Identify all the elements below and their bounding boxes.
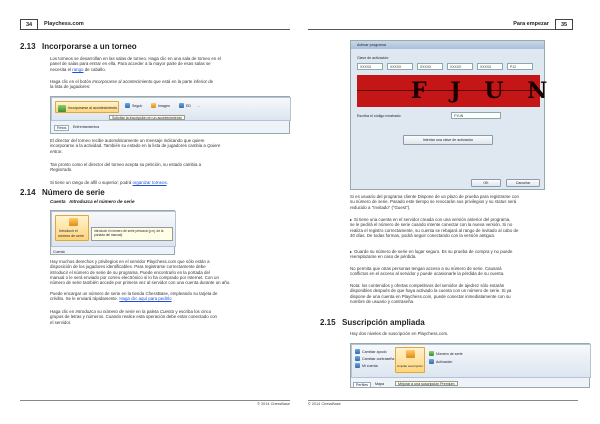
text-line: dispone de una cuenta en Playchess.com, puede conectar inmediatamente con su	[350, 293, 511, 299]
tab-retos[interactable]: Retos	[54, 125, 69, 131]
text-line: reemplazarse en caso de pérdida.	[350, 254, 417, 260]
key-field-3[interactable]: XXXXX	[417, 63, 443, 70]
tab-perfiles[interactable]: Perfiles	[353, 382, 371, 388]
key-field-2[interactable]: XXXXX	[387, 63, 413, 70]
text-line: su número de serie. Pasado este tiempo se revocarán sus privilegios y su status será	[350, 199, 517, 205]
subscription-screenshot	[350, 343, 590, 388]
section-title: Incorporarse a un torneo	[42, 42, 137, 51]
serial-number-button[interactable]: Número de serie	[436, 351, 463, 356]
cuenta-group-label: Cuenta	[53, 250, 65, 254]
text-line: No permita que otras personas tengan acceso a su número de serie. Causará	[350, 266, 502, 271]
paragraph-torneo-1	[50, 56, 290, 72]
serial-number-screenshot	[50, 210, 175, 255]
text-line: Registrado.	[50, 167, 73, 173]
text-line: introducir el número de serie de su programa. Puede encontrarlo en la portada del	[50, 269, 210, 275]
tooltip: Solicitar la inscripción en un acontecimiento	[109, 115, 185, 120]
nick-icon	[355, 349, 360, 354]
ok-button[interactable]: OK	[471, 179, 501, 187]
text-line: reducido a "Invitado" ("Guest").	[350, 204, 411, 210]
menu-path-cuenta: Cuenta	[50, 199, 66, 204]
text-line: Nota: los contenidos y ofertas competitivos del servidor de ajedrez sólo estarán	[350, 283, 505, 288]
paragraph-serial-2	[50, 291, 290, 302]
serial-icon	[429, 351, 434, 356]
join-event-screenshot	[50, 96, 290, 134]
text-line: Hay muchos derechos y privilegios en el servidor Playchess.com que sólo están a	[50, 259, 210, 264]
my-account-button[interactable]: Mi cuenta	[362, 363, 378, 368]
activation-icon	[429, 359, 434, 364]
paragraph-torneo-3	[50, 138, 290, 154]
captcha-text: F J U N	[411, 78, 556, 104]
upgrade-label: Ampliar suscripción	[397, 364, 424, 368]
key-field-5[interactable]: XXXXX	[477, 63, 503, 70]
bullet-icon	[350, 219, 352, 221]
tooltip: Mejorar a una suscripción Premium	[395, 381, 458, 386]
paragraph-torneo-4	[50, 162, 290, 173]
text-line: Los torneos se desarrollan en las salas de torneo. Haga clic en una sala de torneo en el	[50, 56, 221, 61]
dialog-title: Activar programa	[351, 41, 544, 49]
header-title: Playchess.com	[44, 21, 84, 27]
text-line: se le pedirá el número de serie cuando intente conectar con la nueva versión. Si no	[350, 222, 513, 228]
account-icon	[355, 363, 360, 368]
header-title: Para empezar	[513, 21, 549, 27]
section-title: Suscripción ampliada	[342, 318, 425, 327]
text-line: disponibles después de que haya activado la cuenta con un número de serie. Si ya	[350, 288, 512, 294]
page-number: 34	[20, 19, 38, 30]
text-line: Tan pronto como el director del torneo acepta su petición, su estado cambia a	[50, 162, 202, 167]
text-line: incorporarse a la actividad. También su estado en la lista de jugadores cambia a Quiere	[50, 143, 221, 149]
code-label: Escriba el código mostrado:	[357, 114, 402, 118]
right-header	[308, 19, 573, 30]
paragraph-note	[350, 283, 590, 304]
serial-button-line-1: Introducir el	[59, 229, 78, 233]
menu-path	[50, 199, 135, 205]
follow-icon	[125, 103, 130, 108]
paragraph-subscription	[350, 331, 590, 336]
section-heading-2-14	[20, 188, 105, 198]
section-number: 2.14	[20, 188, 36, 197]
paragraph-old-account	[350, 217, 590, 238]
image-button[interactable]: Imagen	[158, 103, 170, 108]
upgrade-icon	[406, 350, 415, 358]
text-line: Puede encargar un número de serie en la tienda ChessBase, empleando su tarjeta de	[50, 291, 218, 296]
key-field-6[interactable]: P12	[507, 63, 533, 70]
request-key-button[interactable]: Intentar una clave de activación	[403, 135, 493, 145]
tooltip: Introducir el número de serie personal (p.ej. de la portada del manual)	[91, 227, 173, 241]
text-line: Hay dos niveles de suscripción en Playchess.com.	[350, 331, 449, 336]
activation-key-label: Clave de activación:	[357, 56, 390, 60]
left-footer: © 2014 ChessBase	[20, 400, 290, 406]
paragraph-serial-3	[50, 309, 290, 325]
change-password-button[interactable]: Cambiar contraseña	[362, 356, 395, 361]
change-nick-button[interactable]: Cambiar apodo	[362, 349, 387, 354]
text-line: el servidor.	[50, 319, 72, 325]
code-input[interactable]: FYUN	[451, 112, 501, 119]
right-page	[300, 0, 600, 424]
ed-icon	[179, 103, 184, 108]
captcha-image	[357, 75, 556, 107]
text-line: entrar.	[50, 148, 63, 154]
password-icon	[355, 356, 360, 361]
text-line: disposición de los jugadores identificables. Para registrarse correctamente debe	[50, 264, 206, 270]
text-line: Si es usuario del programa cliente Dispone de un plazo de prueba para registrarse con	[350, 194, 519, 199]
text-line: conflictos en el acceso al servidor y puede ocasionarle la pérdida de su cuenta.	[350, 271, 505, 277]
serial-button-line-2: número de serie	[58, 234, 84, 238]
section-number: 2.13	[20, 42, 36, 51]
rango-link[interactable]: rango	[72, 66, 84, 72]
paragraph-serial-1	[50, 259, 290, 285]
text-line: panel de salas para entrar en ella. Para acceder a la mayor parte de esas salas se	[50, 61, 211, 67]
ed-button[interactable]: ED	[186, 103, 191, 108]
paragraph-torneo-5	[50, 180, 290, 185]
section-heading-2-13	[20, 42, 137, 52]
follow-button[interactable]: Seguir	[132, 103, 143, 108]
upgrade-subscription-button[interactable]	[395, 347, 425, 373]
text-line: grupos de letras y números. Cuando realice esta operación debe estar conectado con	[50, 314, 217, 320]
text-line: El director del torneo recibe automáticamente un mensaje indicando que quiere	[50, 138, 205, 143]
left-header	[20, 19, 290, 30]
key-icon	[69, 218, 78, 226]
paragraph-no-share	[350, 266, 590, 277]
image-icon	[151, 103, 156, 108]
join-icon	[58, 105, 66, 112]
bullet-icon	[350, 251, 352, 253]
activation-dialog-screenshot	[350, 40, 556, 190]
key-field-4[interactable]: XXXXX	[447, 63, 473, 70]
page-number: 35	[555, 19, 573, 30]
text-line: la lista de jugadores:	[50, 84, 91, 90]
menu-path-serial: Introduzca el número de serie	[69, 199, 135, 204]
toolbar	[351, 344, 591, 378]
cancel-button[interactable]: Cancelar	[506, 179, 540, 187]
text-line: nombre de usuario y contraseña.	[350, 298, 415, 304]
text-line: Guarde su número de serie en lugar seguro. Es su prueba de compra y no puede	[350, 249, 590, 254]
text-line: Si tiene un rango de alfil o superior, podrá organizar torneos.	[50, 180, 168, 185]
organize-tournaments-link[interactable]: organizar torneos	[132, 180, 167, 185]
right-footer: © 2014 ChessBase	[308, 400, 578, 406]
text-line: necesita el rango de caballo.	[50, 66, 106, 72]
order-serial-link[interactable]: Haga clic aquí para pedirlo	[119, 296, 172, 302]
section-title: Número de serie	[42, 188, 105, 197]
text-line: manual o le será enviado por correo electrónico si lo ha comprado por Internet. Con un	[50, 274, 219, 280]
text-line: 30 días. De todas formas, podrá seguir conectando con la versión antigua.	[350, 232, 495, 238]
text-line: número de serie también accede por primera vez al servidor con una cuenta durante un año.	[50, 280, 231, 286]
section-number: 2.15	[320, 318, 336, 327]
activation-button[interactable]: Activación	[436, 359, 453, 364]
text-line: Haga clic en Introduzca su número de serie en la paleta Cuenta y escriba los cinco	[50, 309, 212, 314]
join-button-label: Incorporarse al acontecimiento	[68, 106, 118, 110]
join-event-button[interactable]	[55, 101, 119, 113]
section-heading-2-15	[320, 318, 425, 328]
tab-enfrentamientos[interactable]: Enfrentamientos	[73, 125, 100, 129]
paragraph-torneo-2	[50, 79, 290, 90]
text-line: Haga clic en el botón Incorporarse al acontecimiento que está en la parte inferior de	[50, 79, 214, 84]
serial-number-button[interactable]	[55, 215, 89, 241]
key-field-1[interactable]: XXXXX	[357, 63, 383, 70]
text-line: realiza el registro correctamente, su cuenta se rebajará al rango de invitado al cabo de	[350, 227, 519, 233]
text-line: crédito. Se le enviará rápidamente. Haga clic aquí para pedirlo	[50, 296, 172, 302]
paragraph-keep-serial	[350, 249, 590, 260]
more-button[interactable]: ...	[197, 103, 200, 108]
text-line: Si tiene una cuenta en el servidor creada con una versión anterior del programa,	[350, 217, 590, 222]
paragraph-trial	[350, 194, 590, 210]
tab-mapa[interactable]: Mapa	[375, 382, 384, 386]
